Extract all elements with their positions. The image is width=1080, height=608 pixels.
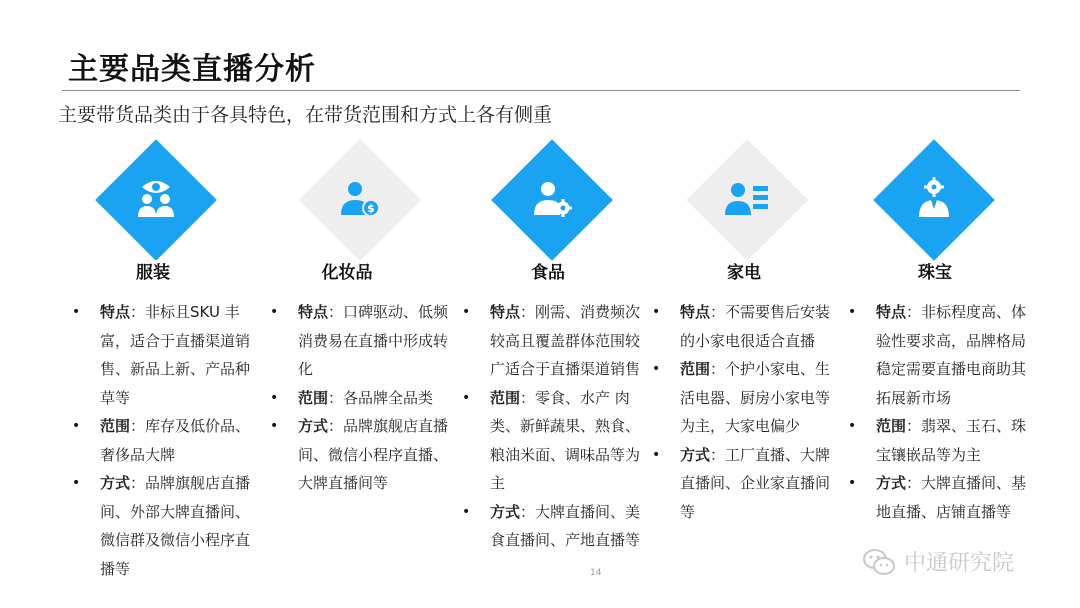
category-points: [462, 298, 647, 555]
jewelry-diamond: [874, 140, 994, 260]
person-dollar-icon: [335, 173, 385, 223]
point-method: • 方式：品牌旗舰店直播间、微信小程序直播、大牌直播间等: [270, 412, 455, 498]
category-column-jewelry: [848, 140, 1033, 521]
page-subtitle: 主要带货品类由于各具特色，在带货范围和方式上各有侧重: [58, 104, 553, 126]
point-scope: • 范围：库存及低价品、奢侈品大牌: [72, 412, 257, 469]
point-feature: • 特点：不需要售后安装的小家电很适合直播: [652, 298, 837, 355]
appliances-diamond: [687, 140, 807, 260]
audience-people-icon: [131, 173, 181, 223]
category-name: 家电: [727, 263, 761, 283]
point-feature: • 特点：口碑驱动、低频消费易在直播中形成转化: [270, 298, 455, 384]
watermark: [862, 546, 1014, 577]
cosmetics-diamond: [300, 140, 420, 260]
category-column-appliances: [652, 140, 837, 521]
category-name: 化妆品: [321, 263, 373, 283]
person-list-icon: [722, 173, 772, 223]
point-feature: • 特点：刚需、消费频次较高且覆盖群体范围较广适合于直播渠道销售: [462, 298, 647, 384]
watermark-text: 中通研究院: [904, 551, 1015, 576]
point-scope: • 范围：个护小家电、生活电器、厨房小家电等为主，大家电偏少: [652, 355, 837, 441]
food-diamond: [492, 140, 612, 260]
point-scope: • 范围：各品牌全品类: [270, 384, 455, 413]
category-name: 服装: [136, 263, 170, 283]
category-column-cosmetics: [270, 140, 455, 492]
point-scope: • 范围：翡翠、玉石、珠宝镶嵌品等为主: [848, 412, 1033, 469]
category-points: [848, 298, 1033, 526]
category-column-food: [462, 140, 647, 549]
person-gear-icon: [527, 173, 577, 223]
category-name: 食品: [531, 263, 565, 283]
page-title: 主要品类直播分析: [68, 52, 316, 87]
point-method: • 方式：品牌旗舰店直播间、外部大牌直播间、微信群及微信小程序直播等: [72, 469, 257, 583]
category-column-clothing: [72, 140, 257, 578]
point-method: • 方式：大牌直播间、基地直播、店铺直播等: [848, 469, 1033, 526]
category-name: 珠宝: [918, 263, 952, 283]
clothing-diamond: [96, 140, 216, 260]
person-badge-icon: [909, 173, 959, 223]
page-number: 14: [590, 568, 602, 578]
point-method: • 方式：大牌直播间、美食直播间、产地直播等: [462, 498, 647, 555]
point-scope: • 范围：零食、水产 肉类、新鲜蔬果、熟食、粮油米面、调味品等为主: [462, 384, 647, 498]
point-feature: • 特点：非标程度高、体验性要求高，品牌格局稳定需要直播电商助其拓展新市场: [848, 298, 1033, 412]
wechat-icon: [862, 548, 896, 576]
category-points: [652, 298, 837, 526]
category-points: [72, 298, 257, 583]
category-points: [270, 298, 455, 498]
point-feature: • 特点：非标且SKU 丰富，适合于直播渠道销售、新品上新、产品种草等: [72, 298, 257, 412]
svg-text:$: $: [367, 202, 375, 215]
title-divider: [62, 90, 1020, 91]
point-method: • 方式：工厂直播、大牌直播间、企业家直播间等: [652, 441, 837, 527]
